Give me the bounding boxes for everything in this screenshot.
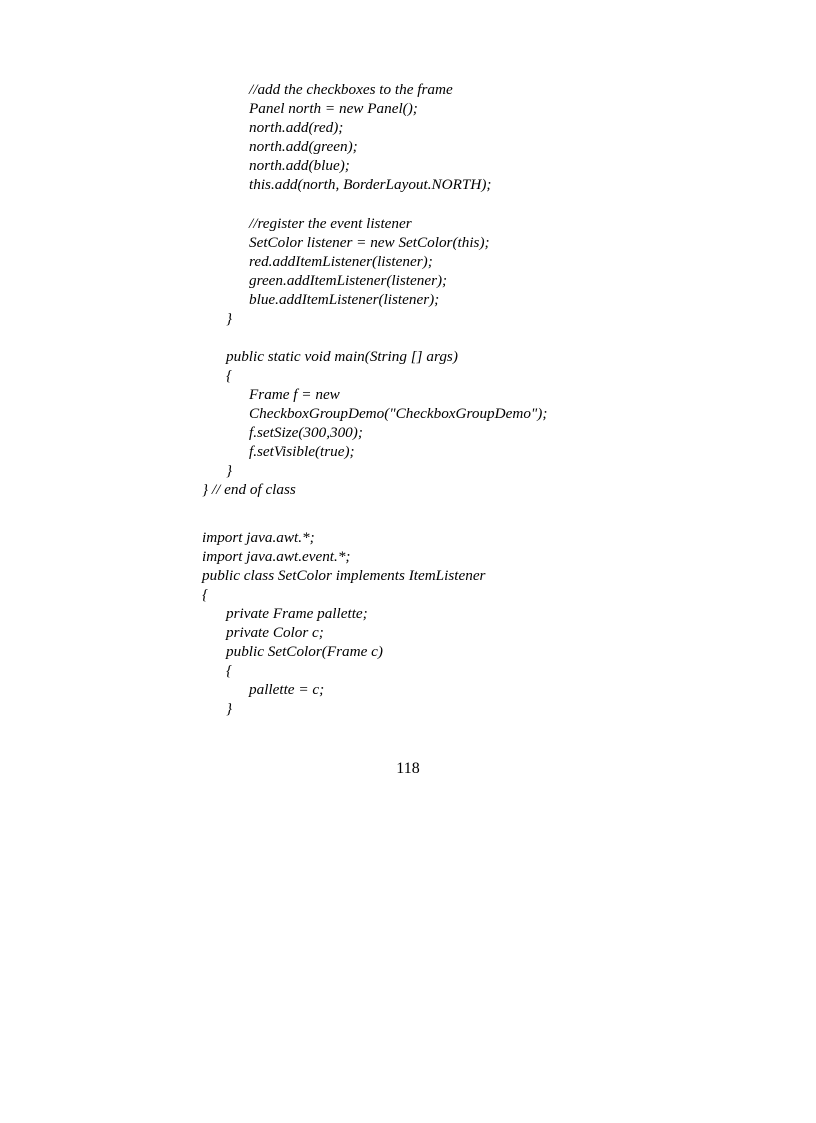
code-line: import java.awt.event.*; — [202, 548, 351, 565]
code-line: public static void main(String [] args) — [226, 348, 458, 365]
code-line: private Color c; — [226, 624, 324, 641]
code-line: north.add(green); — [249, 138, 358, 155]
code-line: { — [202, 586, 209, 603]
code-line: private Frame pallette; — [226, 605, 368, 622]
code-line: north.add(red); — [249, 119, 344, 136]
code-line: pallette = c; — [249, 681, 325, 698]
code-line: public SetColor(Frame c) — [226, 643, 383, 660]
code-line: green.addItemListener(listener); — [249, 272, 448, 289]
code-line: red.addItemListener(listener); — [249, 253, 433, 270]
code-line: //add the checkboxes to the frame — [249, 81, 453, 98]
code-line: import java.awt.*; — [202, 529, 315, 546]
code-line: { — [226, 662, 233, 679]
code-line: } — [226, 700, 233, 717]
code-line: SetColor listener = new SetColor(this); — [249, 234, 490, 251]
page-number: 118 — [396, 760, 420, 777]
code-line: { — [226, 367, 233, 384]
code-line: f.setSize(300,300); — [249, 424, 363, 441]
code-line: this.add(north, BorderLayout.NORTH); — [249, 176, 492, 193]
code-line: north.add(blue); — [249, 157, 350, 174]
code-line: CheckboxGroupDemo("CheckboxGroupDemo"); — [249, 405, 548, 422]
code-line: f.setVisible(true); — [249, 443, 355, 460]
code-line: Panel north = new Panel(); — [249, 100, 418, 117]
code-line: blue.addItemListener(listener); — [249, 291, 440, 308]
code-line: public class SetColor implements ItemListener — [202, 567, 486, 584]
code-line: } — [226, 462, 233, 479]
code-line: } — [226, 310, 233, 327]
code-line: //register the event listener — [249, 215, 412, 232]
code-line: } // end of class — [202, 481, 296, 498]
code-line: Frame f = new — [249, 386, 340, 403]
